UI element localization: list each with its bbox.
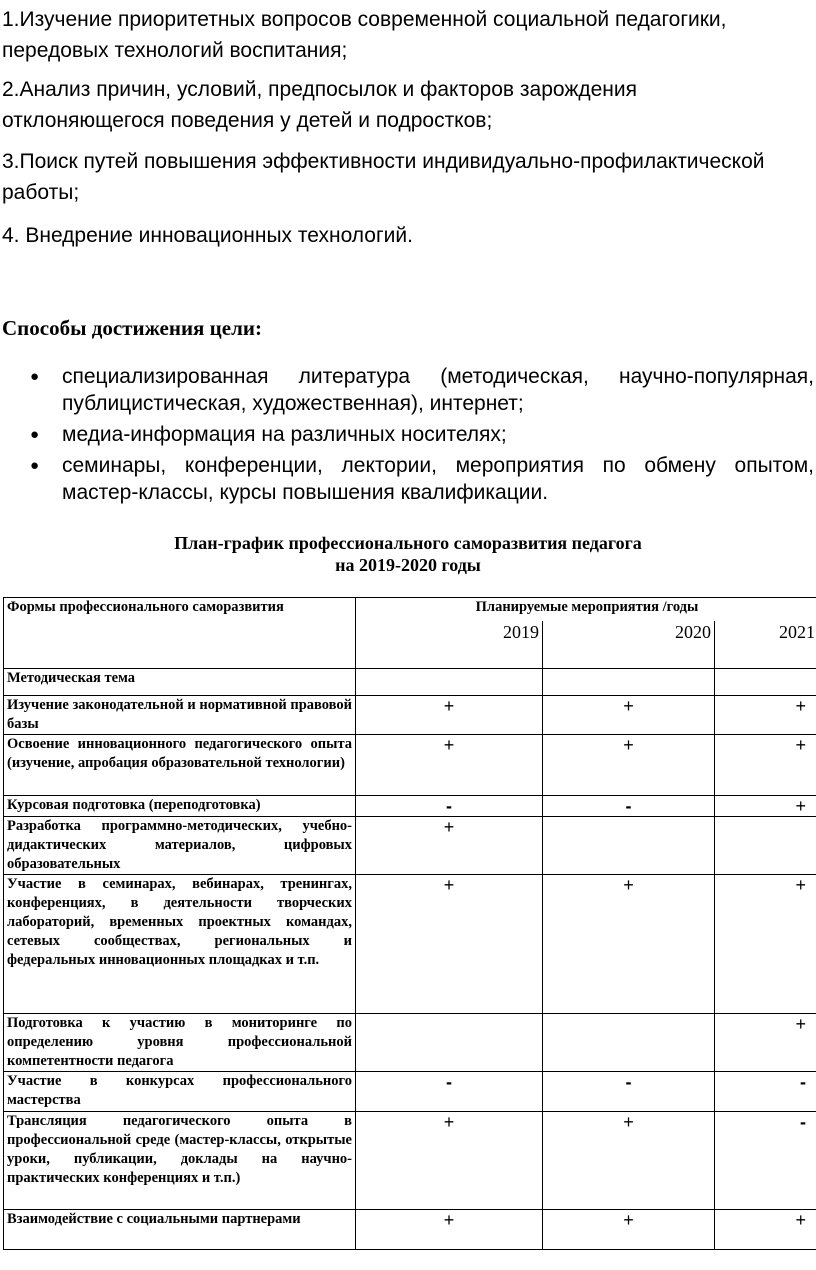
table-row [4,669,816,696]
mark-cell-2019 [356,1014,543,1072]
mark-cell-2019: + [356,875,543,1014]
list-item: ● медиа-информация на различных носителях; [30,423,507,446]
form-cell: Участие в семинарах, вебинарах, тренингах, конференциях, в деятельности творческих лабораторий, временных проектных командах, сетевых сообществах, региональных и федеральных инновационных площадках и т.п. [4,875,356,1014]
mark-cell-2021: - [715,1072,816,1112]
mark-cell-2020: + [543,696,715,735]
mark-cell-2021: + [715,1014,816,1072]
mark-cell-2021: - [715,1112,816,1210]
mark-cell-2021: + [715,696,816,735]
mark-cell-2021 [715,817,816,875]
mark-cell-2020: + [543,735,715,796]
mark-cell-2021: + [715,796,816,817]
mark-cell-2019: + [356,696,543,735]
table-row [4,1210,816,1250]
mark-cell-2019: + [356,735,543,796]
year-header-2019: 2019 [356,621,543,669]
table-row [4,1072,816,1112]
form-cell: Методическая тема [4,669,356,696]
plan-table [3,597,816,1250]
mark-cell-2019: + [356,1112,543,1210]
mark-cell-2019: - [356,796,543,817]
year-header-2021: 2021 [715,621,816,669]
form-cell: Курсовая подготовка (переподготовка) [4,796,356,817]
mark-cell-2021: + [715,1210,816,1250]
mark-cell-2020: + [543,1210,715,1250]
table-row [4,696,816,735]
bullet-icon: ● [30,368,40,385]
mark-cell-2019: + [356,817,543,875]
events-header: Планируемые мероприятия /годы [356,598,816,621]
task-4: 4. Внедрение инновационных технологий. [2,224,413,247]
mark-cell-2021 [715,669,816,696]
table-header-row [4,598,816,621]
methods-heading: Способы достижения цели: [2,316,262,340]
form-cell: Разработка программно-методических, учебно-дидактических материалов, цифровых образовательных [4,817,356,875]
mark-cell-2019: - [356,1072,543,1112]
forms-header: Формы профессионального саморазвития [4,598,356,669]
table-row [4,1112,816,1210]
mark-cell-2020: - [543,1072,715,1112]
mark-cell-2021: + [715,875,816,1014]
form-cell: Взаимодействие с социальными партнерами [4,1210,356,1250]
mark-cell-2019: + [356,1210,543,1250]
table-row [4,735,816,796]
form-cell: Участие в конкурсах профессионального мастерства [4,1072,356,1112]
year-header-2020: 2020 [543,621,715,669]
mark-cell-2020 [543,817,715,875]
table-row [4,1014,816,1072]
mark-cell-2021: + [715,735,816,796]
bullet-icon: ● [30,426,40,443]
task-1: 1.Изучение приоритетных вопросов современной социальной педагогики, передовых технологий воспитания; [2,8,727,62]
table-row [4,796,816,817]
bullet-icon: ● [30,457,40,474]
mark-cell-2020: + [543,1112,715,1210]
form-cell: Подготовка к участию в мониторинге по определению уровня профессиональной компетентности педагога [4,1014,356,1072]
table-row [4,817,816,875]
form-cell: Освоение инновационного педагогического опыта (изучение, апробация образовательной технологии) [4,735,356,796]
mark-cell-2020 [543,1014,715,1072]
mark-cell-2020: - [543,796,715,817]
list-item: ● семинары, конференции, лектории, мероприятия по обмену опытом, мастер-классы, курсы повышения квалификации. [30,454,814,504]
mark-cell-2019 [356,669,543,696]
plan-title: План-график профессионального саморазвития педагога на 2019-2020 годы [174,533,642,575]
task-3: 3.Поиск путей повышения эффективности индивидуально-профилактической работы; [2,150,765,204]
mark-cell-2020 [543,669,715,696]
table-row [4,875,816,1014]
form-cell: Трансляция педагогического опыта в профессиональной среде (мастер-классы, открытые уроки, публикации, доклады на научно-практических конференциях и т.п.) [4,1112,356,1210]
list-item: ● специализированная литература (методическая, научно-популярная, публицистическая, художественная), интернет; [30,365,814,415]
methods-list [0,363,816,510]
mark-cell-2020: + [543,875,715,1014]
task-2: 2.Анализ причин, условий, предпосылок и факторов зарождения отклоняющегося поведения у детей и подростков; [2,78,638,132]
form-cell: Изучение законодательной и нормативной правовой базы [4,696,356,735]
